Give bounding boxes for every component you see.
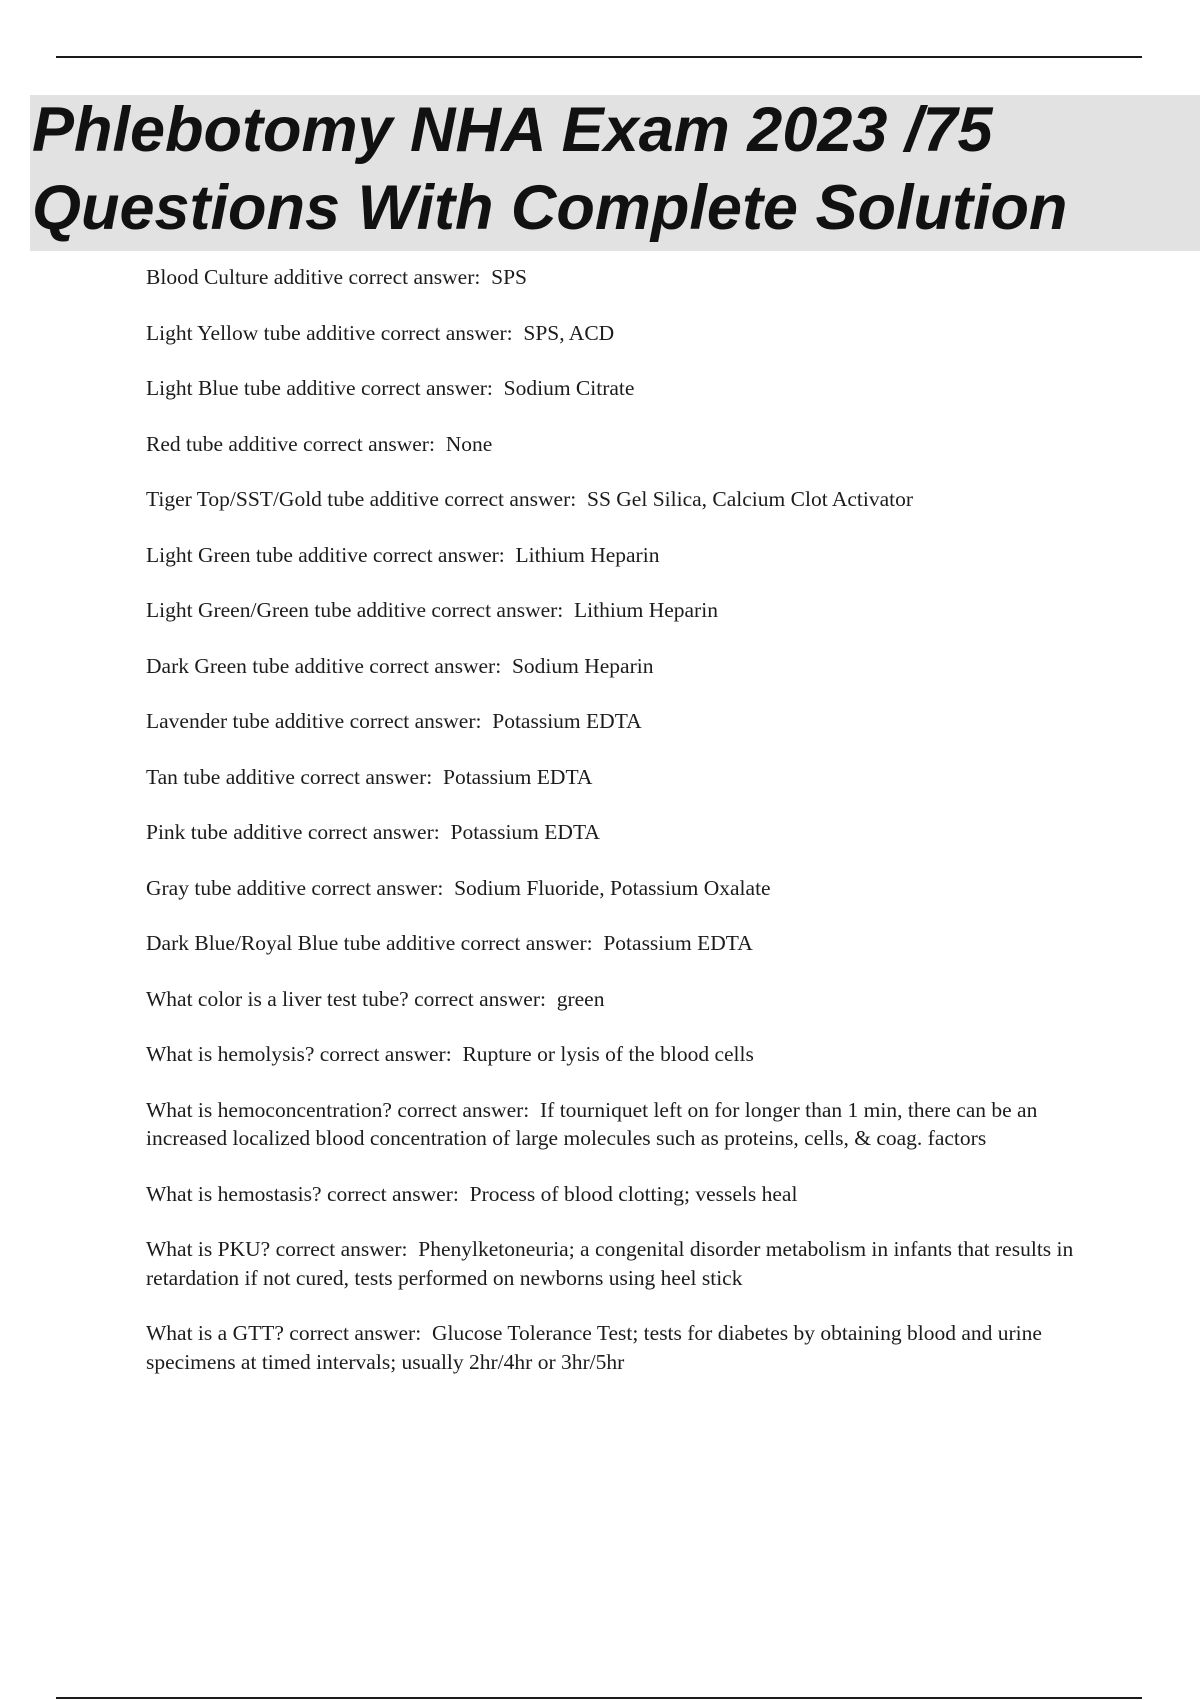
qa-item bbox=[146, 319, 1076, 348]
answer-label: correct answer: bbox=[348, 265, 481, 289]
qa-item bbox=[146, 874, 1076, 903]
top-rule bbox=[56, 56, 1142, 58]
answer-text: Sodium Fluoride, Potassium Oxalate bbox=[454, 875, 771, 900]
answer-label: correct answer: bbox=[414, 986, 546, 1011]
answer-label: correct answer: bbox=[289, 1321, 422, 1345]
answer-text: Sodium Heparin bbox=[511, 653, 654, 678]
answer-label: correct answer: bbox=[300, 764, 433, 789]
answer-label: correct answer: bbox=[319, 1042, 452, 1066]
qa-item bbox=[146, 374, 1076, 403]
question-text: Dark Green tube additive bbox=[146, 653, 364, 678]
bottom-rule bbox=[56, 1697, 1142, 1699]
question-text: Blood Culture additive bbox=[146, 265, 344, 289]
qa-item bbox=[146, 1180, 1076, 1209]
question-text: What is hemoconcentration? bbox=[146, 1097, 392, 1122]
answer-text: Lithium Heparin bbox=[574, 598, 718, 622]
answer-text: If tourniquet left on for longer than 1 min, there can be an increased localized blood concentration of large molecules such as proteins, cells, & coag. factors bbox=[146, 1097, 1038, 1150]
qa-item bbox=[146, 985, 1076, 1014]
title-line-2: Questions With Complete Solution bbox=[32, 173, 1068, 243]
question-text: Light Yellow tube additive bbox=[146, 320, 376, 345]
answer-label: correct answer: bbox=[360, 376, 493, 400]
answer-text: Phenylketoneuria; a congenital disorder metabolism in infants that results in retardation if not cured, tests performed on newborns using heel stick bbox=[146, 1237, 1074, 1290]
qa-item bbox=[146, 652, 1076, 681]
qa-item bbox=[146, 596, 1076, 625]
question-text: Pink tube additive bbox=[146, 820, 303, 844]
question-text: What is hemolysis? bbox=[146, 1042, 315, 1066]
qa-item bbox=[146, 485, 1076, 514]
answer-text: None bbox=[445, 431, 493, 456]
qa-item bbox=[146, 1096, 1076, 1153]
answer-text: Sodium Citrate bbox=[503, 376, 635, 400]
qa-list bbox=[146, 263, 1076, 1403]
answer-text: Process of blood clotting; vessels heal bbox=[469, 1181, 798, 1206]
answer-text: SPS bbox=[491, 265, 527, 289]
qa-item bbox=[146, 1040, 1076, 1069]
answer-text: SS Gel Silica, Calcium Clot Activator bbox=[586, 487, 914, 511]
question-text: What color is a liver test tube? bbox=[146, 986, 409, 1011]
question-text: Light Green tube additive bbox=[146, 542, 368, 567]
question-text: Gray tube additive bbox=[146, 875, 307, 900]
question-text: Lavender tube additive bbox=[146, 709, 345, 733]
question-text: Light Green/Green tube additive bbox=[146, 598, 426, 622]
qa-item bbox=[146, 929, 1076, 958]
answer-label: correct answer: bbox=[372, 542, 505, 567]
answer-label: correct answer: bbox=[326, 1181, 459, 1206]
answer-label: correct answer: bbox=[349, 709, 482, 733]
answer-text: green bbox=[556, 986, 605, 1011]
answer-text: Lithium Heparin bbox=[515, 542, 660, 567]
qa-item bbox=[146, 263, 1076, 292]
answer-label: correct answer: bbox=[431, 598, 564, 622]
answer-label: correct answer: bbox=[369, 653, 502, 678]
answer-text: Rupture or lysis of the blood cells bbox=[462, 1042, 754, 1066]
answer-label: correct answer: bbox=[444, 487, 577, 511]
answer-text: Potassium EDTA bbox=[450, 820, 600, 844]
question-text: Light Blue tube additive bbox=[146, 376, 356, 400]
answer-text: Potassium EDTA bbox=[603, 931, 753, 955]
qa-item bbox=[146, 1319, 1076, 1376]
qa-item bbox=[146, 707, 1076, 736]
question-text: Dark Blue/Royal Blue tube additive bbox=[146, 931, 456, 955]
question-text: What is hemostasis? bbox=[146, 1181, 322, 1206]
answer-label: correct answer: bbox=[460, 931, 593, 955]
answer-label: correct answer: bbox=[275, 1237, 408, 1261]
qa-item bbox=[146, 430, 1076, 459]
title-line-1: Phlebotomy NHA Exam 2023 /75 bbox=[32, 95, 993, 165]
answer-label: correct answer: bbox=[303, 431, 435, 456]
answer-label: correct answer: bbox=[380, 320, 513, 345]
answer-text: Glucose Tolerance Test; tests for diabetes by obtaining blood and urine specimens at timed intervals; usually 2hr/4hr or 3hr/5hr bbox=[146, 1321, 1042, 1374]
answer-label: correct answer: bbox=[307, 820, 440, 844]
answer-label: correct answer: bbox=[397, 1097, 530, 1122]
question-text: What is PKU? bbox=[146, 1237, 271, 1261]
qa-item bbox=[146, 541, 1076, 570]
qa-item bbox=[146, 818, 1076, 847]
question-text: Tan tube additive bbox=[146, 764, 295, 789]
answer-text: Potassium EDTA bbox=[492, 709, 642, 733]
qa-item bbox=[146, 1235, 1076, 1292]
question-text: What is a GTT? bbox=[146, 1321, 284, 1345]
qa-item bbox=[146, 763, 1076, 792]
question-text: Tiger Top/SST/Gold tube additive bbox=[146, 487, 439, 511]
answer-text: Potassium EDTA bbox=[443, 764, 593, 789]
question-text: Red tube additive bbox=[146, 431, 298, 456]
answer-label: correct answer: bbox=[311, 875, 444, 900]
answer-text: SPS, ACD bbox=[523, 320, 615, 345]
document-title bbox=[32, 91, 1067, 247]
